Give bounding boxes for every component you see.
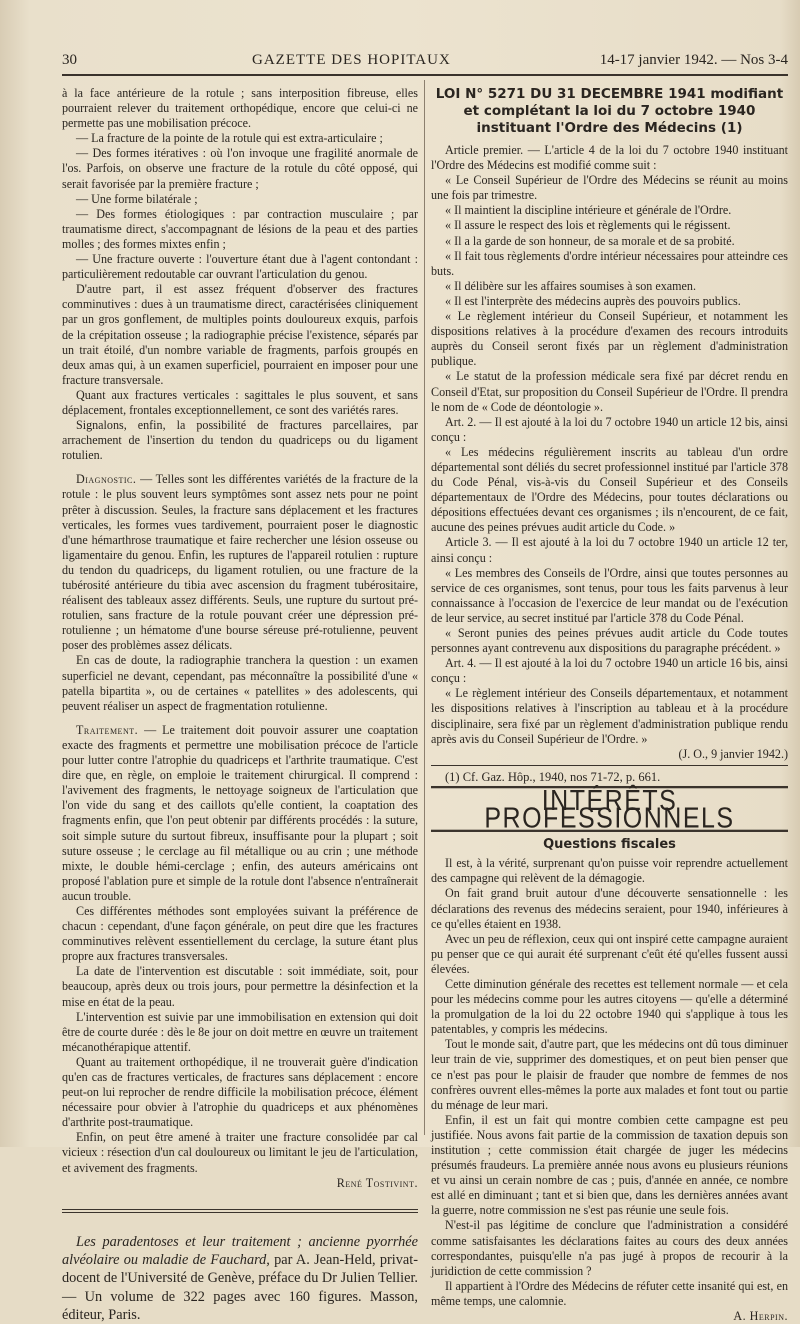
diagnostic-paragraph [62, 472, 418, 653]
law-paragraph: Article 3. — Il est ajouté à la loi du 7 octobre 1940 un article 12 ter, ainsi conçu : [431, 535, 788, 565]
fiscal-paragraph: On fait grand bruit autour d'une découverte sensationnelle : les déclarations des revenus des médecins seraient, pour 1940, inférieures à ce qu'elles étaient en 1938. [431, 886, 788, 931]
issue-date: 14-17 janvier 1942. — Nos 3-4 [599, 52, 788, 68]
traitement-paragraph [62, 723, 418, 904]
law-paragraph: Art. 4. — Il est ajouté à la loi du 7 octobre 1940 un article 16 bis, ainsi conçu : [431, 656, 788, 686]
law-paragraph: « Il fait tous règlements d'ordre intérieur nécessaires pour atteindre ces buts. [431, 248, 788, 278]
paragraph: — Des formes étiologiques : par contraction musculaire ; par traumatisme direct, s'accompagnant de lésions de la peau et des parties molles ; des formes mixtes enfin ; [62, 206, 418, 251]
paragraph: La date de l'intervention est discutable : soit immédiate, soit, pour beaucoup, après deux ou trois jours, pour permettre la désinfection et la mise en état de la peau. [62, 964, 418, 1009]
law-paragraph: « Les médecins régulièrement inscrits au tableau d'un ordre départemental sont déliés du secret professionnel institué par l'article 378 du Code Pénal, vis-à-vis du Conseil Supérieur et des Conseils départementaux de l'Ordre des Médecins, pour toutes déclarations ou dépositions effectuées devant ces organismes ; ils n'encourent, de ce fait, aucune des peines prévues audit article du Code. » [431, 444, 788, 535]
paragraph: — Une forme bilatérale ; [76, 191, 198, 206]
paragraph: — Des formes itératives : où l'on invoque une fragilité anormale de l'os. Parfois, on observe une fracture de la rotule du côté opposé, qui serait favorisée par la première fracture ; [62, 146, 418, 191]
law-paragraph: « Les membres des Conseils de l'Ordre, ainsi que toutes personnes au service de ces organismes, sont tenus, pour tous les faits parvenus à leur connaissance à l'occasion de l'exercice de leur mandat ou de l'exécution de leur service, au secret institué par l'article 378 du Code Pénal. [431, 565, 788, 625]
paragraph: L'intervention est suivie par une immobilisation en extension qui doit être de courte durée : dès le 8e jour on doit mettre en œuvre un traitement mécanothérapique attentif. [62, 1009, 418, 1054]
page-header [62, 52, 788, 76]
law-paragraph: « Seront punies des peines prévues audit article du Code toutes personnes ayant contrevenu aux dispositions du paragraphe précédent. » [431, 626, 788, 656]
law-source: (J. O., 9 janvier 1942.) [678, 746, 788, 761]
law-paragraph: Article premier. — L'article 4 de la loi du 7 octobre 1940 instituant l'Ordre des Médecins est modifié comme suit : [431, 143, 788, 173]
fiscal-paragraph: N'est-il pas légitime de conclure que l'administration a considéré comme satisfaisantes les déclarations faites au cours des deux années correspondantes, puisqu'elle n'a pas jugé à propos de recourir à la juridiction de cette commission ? [431, 1218, 788, 1278]
book-title: Les paradentoses et leur traitement ; ancienne pyorrhée alvéolaire ou maladie de Fauchard, [62, 1233, 418, 1269]
diagnostic-text: — Telles sont les différentes variétés de la fracture de la rotule : le plus souvent leurs symptômes sont assez nets pour ne point prêter à discussion. Seules, la fracture sans déplacement et les fractures verticales, les formes vues tardivement, pourraient poser le diagnostic d'une hémarthrose traumatique et faire rechercher une lésion osseuse ou ligamentaire du genou. Enfin, les ruptures de l'appareil rotulien : rupture du tendon du quadriceps, du ligament rotulien, ou une fracture de la tubérosité antérieure du tibia avec ascension du fragment tubérositaire, réalisent des tableaux assez différents. Seuls, une rupture du surtout pré-rotulien, sans fracture de la rotule pouvant créer une dépression pré-rotulienne ; un hématome d'une bourse séreuse pré-rotulienne, peuvent poser des problèmes assez délicats. [62, 472, 418, 653]
section-subheading: Questions fiscales [543, 837, 676, 853]
law-paragraph: « Le règlement intérieur du Conseil Supérieur, et notamment les dispositions relatives à la procédure d'examen des recours introduits auprès du Conseil seront fixés par un règlement d'administration publique. [431, 309, 788, 369]
author-signature: René Tostivint. [336, 1175, 418, 1190]
fiscal-paragraph: Il appartient à l'Ordre des Médecins de réfuter cette insanité qui est, en même temps, une calomnie. [431, 1278, 788, 1308]
paragraph: à la face antérieure de la rotule ; sans interposition fibreuse, elles pourraient relever du traitement orthopédique, encore que celui-ci ne permette pas une mobilisation précoce. [62, 86, 418, 131]
paragraph: — La fracture de la pointe de la rotule qui est extra-articulaire ; [76, 131, 383, 146]
law-paragraph: « Il est l'interprète des médecins auprès des pouvoirs publics. [445, 293, 741, 308]
fiscal-paragraph: Tout le monde sait, d'autre part, que les médecins ont dû tous diminuer leur train de vie, supprimer des domestiques, et on peut bien penser que ce n'est pas pour le plaisir de frauder que nombre de femmes de nos confrères ouvrent elles-mêmes la porte aux malades et font tout ou partie du ménage de leur mari. [431, 1037, 788, 1112]
law-title: LOI N° 5271 DU 31 DECEMBRE 1941 modifiant et complétant la loi du 7 octobre 1940 instituant l'Ordre des Médecins (1) [435, 86, 784, 136]
law-paragraph: « Le règlement intérieur des Conseils départementaux, et notamment les dispositions relatives à l'inscription au tableau et à la procédure disciplinaire, sera fixé par un règlement d'administration publique rendu après avis du Conseil Supérieur de l'Ordre. » [431, 686, 788, 746]
fiscal-paragraph: Il est, à la vérité, surprenant qu'on puisse voir reprendre actuellement des campagne qui relèvent de la démagogie. [431, 856, 788, 886]
paragraph: Signalons, enfin, la possibilité de fractures parcellaires, par arrachement de l'insertion du tendon du quadriceps ou du ligament rotulien. [62, 418, 418, 463]
paragraph: Quant aux fractures verticales : sagittales le plus souvent, et sans déplacement, frontales exceptionnellement, ce sont des variétés rares. [62, 387, 418, 417]
book-notice [62, 1233, 418, 1324]
section-banner: INTÉRÊTS PROFESSIONNELS [431, 786, 788, 832]
publication-title: GAZETTE DES HOPITAUX [252, 52, 451, 68]
law-paragraph: « Il délibère sur les affaires soumises à son examen. [445, 278, 696, 293]
traitement-text: — Le traitement doit pouvoir assurer une coaptation exacte des fragments et permettre une mobilisation précoce de l'article pour lutter contre l'atrophie du quadriceps et l'arthrite traumatique. C'est dire que, en règle, on emploie le traitement chirurgical. Il comprend : l'avivement des fragments, le nettoyage soigneux de l'articulation que l'on vide du sang et des caillots qu'elle contient, la coaptation des fragments enfin, que l'on peut obtenir par différents procédés : la suture, soit simple suture du surtout fibreux, insuffisante pour la plupart ; soit suture osseuse ; le cerclage au fil métallique ou au crin ; une méthode mixte, le double hémi-cerclage ; enfin, des auteurs américains ont proposé l'ablation pure et simple de la rotule dont l'absence n'entraînerait aucun trouble. [62, 722, 418, 903]
law-paragraph: « Il assure le respect des lois et règlements qui le régissent. [445, 218, 731, 233]
page-number: 30 [62, 52, 77, 68]
paragraph: D'autre part, il est assez fréquent d'observer des fractures comminutives : dues à un traumatisme direct, caractérisées cliniquement par un gros gonflement, de multiples points douloureux exquis, parfois de la crépitation osseuse ; la radiographie précise l'existence, séparés par un trait étoilé, d'un nombre variable de fragments, parfois groupés en deux amas qui, à un examen superficiel, pourraient en imposer pour une fracture transversale. [62, 282, 418, 387]
section-rule [62, 1209, 418, 1213]
fiscal-paragraph: Enfin, il est un fait qui montre combien cette campagne est peu justifiée. Nous avons fait partie de la commission de taxation depuis son institution ; cette commission était chargée de juger les médecins présumés fraudeurs. La première année nous avons eu plusieurs réunions et vu ainsi un cerain nombre de cas ; puis, d'année en année, ce nombre est allé en diminuant ; tant et si bien que, dans les dernières années avant la guerre, notre commission ne s'est pas réunie une seule fois. [431, 1112, 788, 1218]
fiscal-signature: A. Herpin. [733, 1309, 788, 1324]
law-paragraph: « Il maintient la discipline intérieure et générale de l'Ordre. [445, 203, 732, 218]
book-details: par A. Jean-Held, privat-docent de l'Université de Genève, préface du Dr Julien Tellier. — Un volume de 322 pages avec 160 figures. Masson, éditeur, Paris. [62, 1252, 419, 1323]
paragraph: En cas de doute, la radiographie tranchera la question : un examen superficiel ne devant, cependant, pas méconnaître la possibilité d'une « patella bipartita », ou de certaines « patellites » des adolescents, qui peuvent réaliser un aspect de fragmentation rotulienne. [62, 653, 418, 713]
footnote: (1) Cf. Gaz. Hôp., 1940, nos 71-72, p. 661. [445, 769, 661, 784]
paragraph: — Une fracture ouverte : l'ouverture étant due à l'agent contondant : particulièrement redoutable car ouvrant l'articulation du genou. [62, 252, 418, 282]
law-paragraph: Art. 2. — Il est ajouté à la loi du 7 octobre 1940 un article 12 bis, ainsi conçu : [431, 414, 788, 444]
paragraph: Enfin, on peut être amené à traiter une fracture consolidée par cal vicieux : résection d'un cal douloureux ou limitant le jeu de l'articulation, et avivement des fragments. [62, 1130, 418, 1175]
paragraph: Ces différentes méthodes sont employées suivant la préférence de chacun : cependant, d'une façon générale, on peut dire que les fractures comminutives relèvent essentiellement du cerclage, la suture étant plus propre aux fractures transversales. [62, 903, 418, 964]
paragraph: Quant au traitement orthopédique, il ne trouverait guère d'indication qu'en cas de fractures verticales, de fractures sans déplacement : encore peut-on lui reprocher de rendre difficile la mobilisation précoce, élément nécessaire pour obvier à l'atrophie du quadriceps et aux phénomènes d'arthrite post-traumatique. [62, 1054, 418, 1130]
footnote-rule [431, 765, 788, 766]
diagnostic-label: Diagnostic. [76, 472, 137, 487]
law-paragraph: « Le Conseil Supérieur de l'Ordre des Médecins se réunit au moins une fois par trimestre. [431, 173, 788, 203]
traitement-label: Traitement. [76, 722, 139, 737]
fiscal-paragraph: Avec un peu de réflexion, ceux qui ont inspiré cette campagne auraient pu penser que ce qui aurait été surprenant c'eût été qu'elles fussent aussi élevées. [431, 931, 788, 976]
column-divider [424, 80, 425, 1135]
fiscal-paragraph: Cette diminution générale des recettes est tellement normale — et cela pour les médecins comme pour les autres citoyens — qu'elle a déterminé la promulgation de la loi du 22 octobre 1940 qui s'applique à tous les patentables, y compris les médecins. [431, 976, 788, 1037]
left-column [62, 86, 419, 1323]
law-paragraph: « Le statut de la profession médicale sera fixé par décret rendu en Conseil d'Etat, sur proposition du Conseil Supérieur de l'Ordre. Il prendra le nom de « Code de déontologie ». [431, 369, 788, 414]
law-paragraph: « Il a la garde de son honneur, de sa morale et de sa probité. [445, 233, 735, 248]
right-column [431, 86, 788, 1324]
